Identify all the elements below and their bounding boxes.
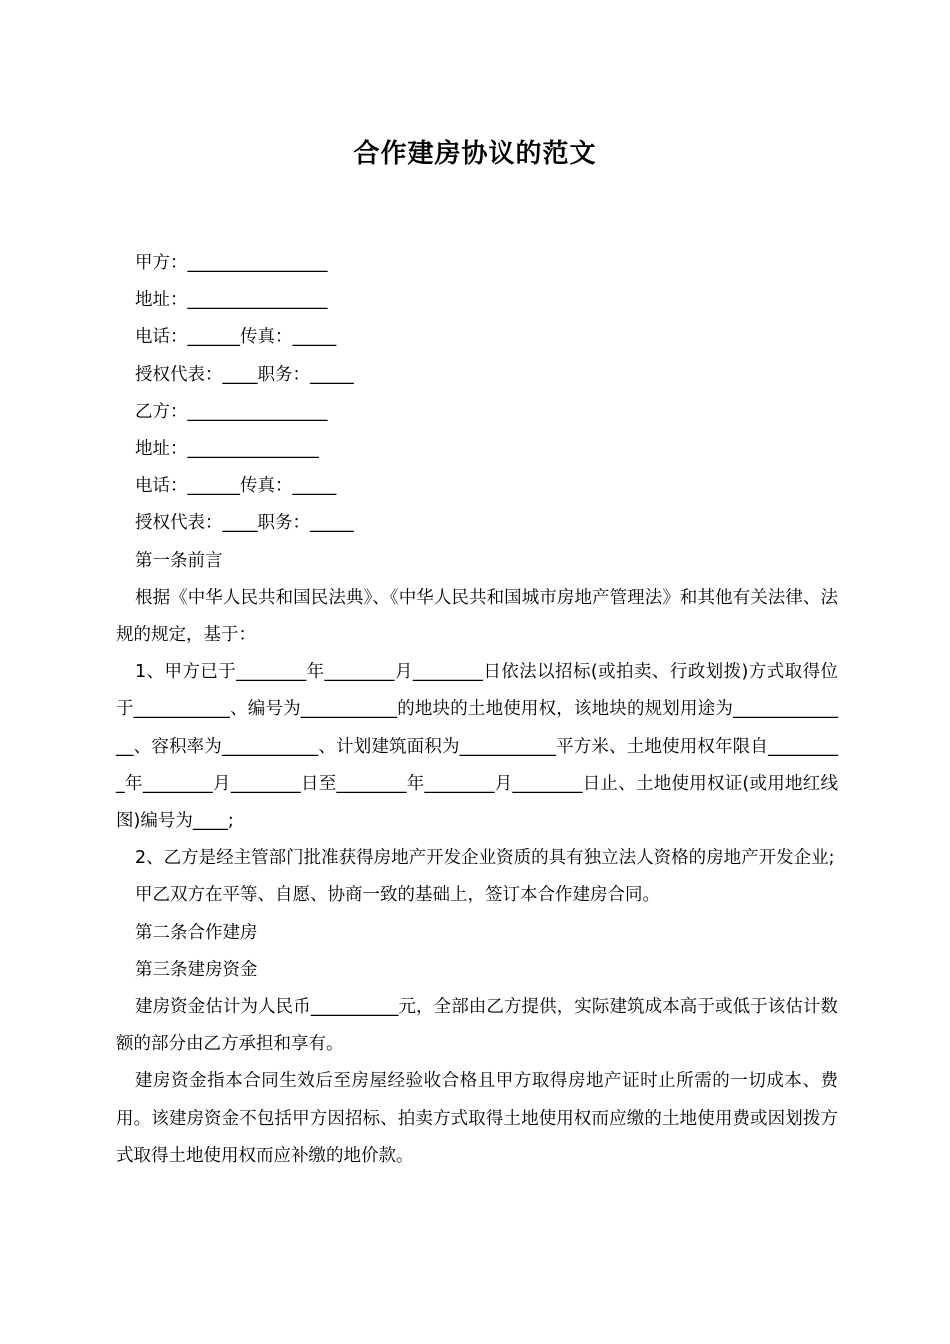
article-3-paragraph-2: 建房资金指本合同生效后至房屋经验收合格且甲方取得房地产证时止所需的一切成本、费用。该建房资金不包括甲方因招标、拍卖方式取得土地使用权而应缴的土地使用费或因划拨方式取得土地使用权而应补缴的地价款。 [116,1071,838,1166]
article-1-preamble: 根据《中华人民共和国民法典》、《中华人民共和国城市房地产管理法》和其他有关法律、法规的规定，基于： [116,587,838,646]
document-body [116,245,838,1175]
article-1-heading: 第一条前言 [135,550,223,571]
article-1-clause-2: 2、乙方是经主管部门批准获得房地产开发企业资质的具有独立法人资格的房地产开发企业; [135,848,835,869]
party-a-phone-fax-line: 电话：______传真：_____ [135,327,337,348]
party-b-phone-fax-line: 电话：______传真：_____ [135,476,337,497]
party-b-representative-line: 授权代表：____职务：_____ [135,513,354,534]
party-b-name-line: 乙方：________________ [135,401,328,422]
article-3-paragraph-1: 建房资金估计为人民币__________元，全部由乙方提供，实际建筑成本高于或低于该估计数额的部分由乙方承担和享有。 [116,997,838,1055]
article-1-conclusion: 甲乙双方在平等、自愿、协商一致的基础上，签订本合作建房合同。 [135,885,660,906]
article-1-clause-1: 1、甲方已于________年________月________日依法以招标(或拍卖、行政划拨)方式取得位于___________、编号为___________的地块的土地使用权，该地块的规划用途为______________、容积率为___________、计划建筑面积为___________平方米、土地使用权年限自_________年________月________日至________年________月________日止、土地使用权证(或用地红线图)编号为____; [116,662,838,832]
document-title: 合作建房协议的范文 [353,139,597,169]
party-a-address-line: 地址：________________ [135,290,328,311]
party-a-representative-line: 授权代表：____职务：_____ [135,364,354,385]
party-b-address-line: 地址：_______________ [135,439,319,460]
article-2-heading: 第二条合作建房 [135,922,258,943]
article-3-heading: 第三条建房资金 [135,959,258,980]
party-a-name-line: 甲方：________________ [135,253,328,273]
